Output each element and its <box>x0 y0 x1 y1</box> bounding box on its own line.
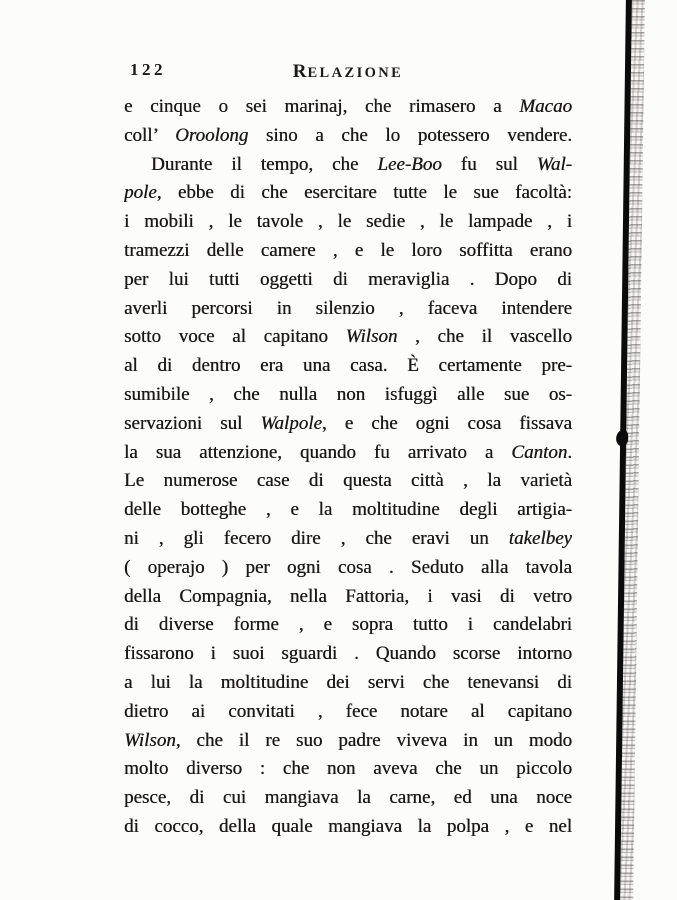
text-line: ni , gli fecero dire , che eravi un takelbey <box>124 527 572 549</box>
page-header <box>124 58 572 82</box>
text-line: Wilson, che il re suo padre viveva in un modo <box>124 729 572 751</box>
text-line: coll’ Oroolong sino a che lo potessero vendere. <box>124 124 572 146</box>
text-line: dietro ai convitati , fece notare al capitano <box>124 700 572 722</box>
text-line: della Compagnia, nella Fattoria, i vasi di vetro <box>124 585 572 607</box>
book-edge-notch <box>616 430 628 446</box>
text-line: di cocco, della quale mangiava la polpa , e nel <box>124 815 572 837</box>
text-line: pesce, di cui mangiava la carne, ed una noce <box>124 787 572 809</box>
page-body <box>124 93 572 842</box>
text-line: sotto voce al capitano Wilson , che il vascello <box>124 326 572 348</box>
text-line: molto diverso : che non aveva che un piccolo <box>124 758 572 780</box>
text-line: pole, ebbe di che esercitare tutte le sue facoltà: <box>124 182 572 204</box>
text-line: la sua attenzione, quando fu arrivato a Canton. <box>124 441 572 463</box>
text-line: di diverse forme , e sopra tutto i candelabri <box>124 614 572 636</box>
text-line: servazioni sul Walpole, e che ogni cosa fissava <box>124 412 572 434</box>
book-edge-band <box>608 0 660 900</box>
text-line: al di dentro era una casa. È certamente pre- <box>124 355 572 377</box>
text-line: delle botteghe , e la moltitudine degli artigia- <box>124 499 572 521</box>
running-title: RELAZIONE <box>292 61 404 82</box>
text-line: fissarono i suoi sguardi . Quando scorse intorno <box>124 643 572 665</box>
page-number: 122 <box>130 60 166 79</box>
text-line: Le numerose case di questa città , la varietà <box>124 470 572 492</box>
text-line: per lui tutti oggetti di meraviglia . Dopo di <box>124 268 572 290</box>
text-line: tramezzi delle camere , e le loro soffitta erano <box>124 239 572 261</box>
text-line: e cinque o sei marinaj, che rimasero a Macao <box>124 96 572 117</box>
text-line: ( operajo ) per ogni cosa . Seduto alla tavola <box>124 556 572 578</box>
text-line: sumibile , che nulla non isfuggì alle sue os- <box>124 383 572 405</box>
text-line: averli percorsi in silenzio , faceva intendere <box>124 297 572 319</box>
text-line: i mobili , le tavole , le sedie , le lampade , i <box>124 211 572 233</box>
text-line: Durante il tempo, che Lee-Boo fu sul Wal- <box>151 153 572 175</box>
text-line: a lui la moltitudine dei servi che tenevansi di <box>124 671 572 693</box>
